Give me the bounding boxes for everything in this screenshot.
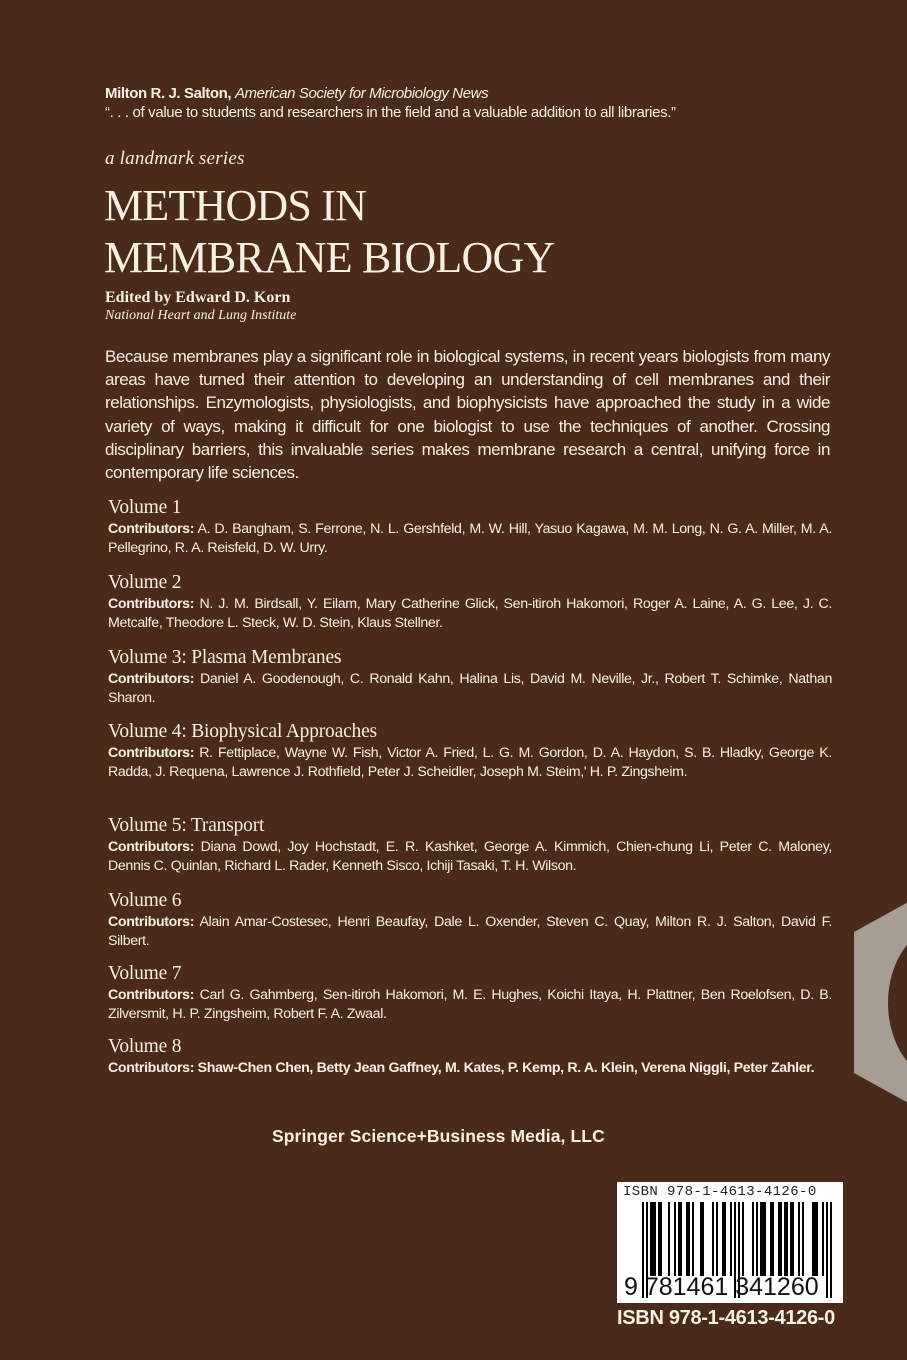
barcode-bar [786, 1202, 788, 1276]
contributors-list: Daniel A. Goodenough, C. Ronald Kahn, Halina Lis, David M. Neville, Jr., Robert T. Schimke, Nathan Sharon. [108, 671, 832, 706]
barcode-bar [686, 1202, 688, 1276]
volume-entry [108, 721, 832, 782]
barcode-bar [700, 1202, 702, 1276]
title-line-2: MEMBRANE BIOLOGY [104, 233, 555, 282]
barcode-bar [658, 1202, 660, 1276]
barcode-bar [716, 1202, 718, 1276]
barcode-bar [674, 1202, 676, 1276]
review-quote-block [105, 84, 865, 122]
barcode-bar [760, 1202, 762, 1276]
contributors-list: Alain Amar-Costesec, Henri Beaufay, Dale L. Oxender, Steven C. Quay, Milton R. J. Salton, David F. Silbert. [108, 914, 832, 949]
barcode-bar [764, 1202, 766, 1276]
volume-title: Volume 6 [108, 890, 182, 911]
barcode-bar [668, 1202, 670, 1276]
barcode-bar [780, 1202, 782, 1276]
barcode-bar [816, 1202, 818, 1276]
contributors-label: Contributors: [108, 521, 195, 537]
contributors-label: Contributors: [108, 745, 195, 761]
reviewer-line [105, 84, 865, 103]
barcode-digits: 9 781461 341260 [624, 1273, 819, 1301]
title-line-1: METHODS IN [104, 181, 367, 230]
volume-contributors [108, 670, 832, 708]
barcode-bar [770, 1202, 772, 1276]
contributors-label: Contributors: [108, 596, 195, 612]
barcode-bar [802, 1202, 804, 1276]
reviewer-name: Milton R. J. Salton, [105, 85, 232, 102]
editor-credit: Edited by Edward D. Korn [105, 289, 291, 306]
description-blurb: Because membranes play a significant role in biological systems, in recent years biologists from many areas have turned their attention to developing an understanding of cell membranes and their relationships. Enzymologists, physiologists, and biophysicists have approached the study in a wide variety of ways, making it difficult for one biologist to use the techniques of another. Crossing disciplinary barriers, this invaluable series makes membrane research a central, unifying force in contemporary life sciences. [105, 347, 830, 483]
barcode-bar [702, 1202, 704, 1276]
contributors-list: Diana Dowd, Joy Hochstadt, E. R. Kashket, George A. Kimmich, Chien-chung Li, Peter C. Maloney, Dennis C. Quinlan, Richard L. Rader, Kenneth Sisco, Ichiji Tasaki, T. H. Wilson. [108, 839, 832, 874]
barcode-bar [756, 1202, 758, 1276]
volume-contributors [108, 520, 832, 558]
barcode-bar [784, 1202, 786, 1276]
volume-title: Volume 3: Plasma Membranes [108, 647, 342, 668]
volume-contributors [108, 1059, 832, 1078]
barcode-isbn-text: ISBN 978-1-4613-4126-0 [623, 1184, 817, 1200]
contributors-label: Contributors: [108, 671, 195, 687]
isbn-number: ISBN 978-1-4613-4126-0 [617, 1307, 835, 1329]
volume-entry [108, 647, 832, 708]
contributors-list: Shaw-Chen Chen, Betty Jean Gaffney, M. Kates, P. Kemp, R. A. Klein, Verena Niggli, Peter Zahler. [197, 1060, 815, 1076]
volume-title: Volume 2 [108, 572, 182, 593]
volume-contributors [108, 595, 832, 633]
barcode-bar [688, 1202, 690, 1276]
barcode-bar [798, 1202, 800, 1276]
volume-entry [108, 815, 832, 876]
editor-institution: National Heart and Lung Institute [105, 308, 297, 323]
barcode-label [617, 1182, 843, 1303]
volume-title: Volume 1 [108, 497, 182, 518]
contributors-list: Carl G. Gahmberg, Sen-itiroh Hakomori, M. E. Hughes, Koichi Itaya, H. Plattner, Ben Roelofsen, D. B. Zilversmit, H. P. Zingsheim, Robert F. A. Zwaal. [108, 987, 832, 1022]
barcode-bar [778, 1202, 780, 1276]
barcode-bar [742, 1202, 744, 1276]
contributors-list: N. J. M. Birdsall, Y. Eilam, Mary Catherine Glick, Sen-itiroh Hakomori, Roger A. Laine, A. G. Lee, J. C. Metcalfe, Theodore L. Steck, W. D. Stein, Klaus Stellner. [108, 596, 833, 631]
barcode-bar [678, 1202, 680, 1276]
barcode-bar [772, 1202, 774, 1276]
barcode-bar [724, 1202, 726, 1276]
barcode-bar [790, 1202, 792, 1276]
barcode-bar [680, 1202, 682, 1276]
volume-entry [108, 572, 832, 633]
volume-entry [108, 497, 832, 558]
book-title [104, 180, 554, 284]
barcode-bar [654, 1202, 656, 1276]
barcode-bar [762, 1202, 764, 1276]
volume-entry [108, 963, 832, 1024]
volume-contributors [108, 986, 832, 1024]
barcode-bar [712, 1202, 714, 1276]
volume-title: Volume 4: Biophysical Approaches [108, 721, 377, 742]
volume-title: Volume 7 [108, 963, 182, 984]
publisher-name: Springer Science+Business Media, LLC [272, 1126, 605, 1146]
barcode-bar [792, 1202, 794, 1276]
series-tag: a landmark series [105, 148, 245, 169]
barcode-bar [730, 1202, 732, 1276]
contributors-list: A. D. Bangham, S. Ferrone, N. L. Gershfeld, M. W. Hill, Yasuo Kagawa, M. M. Long, N. G. A. Miller, M. A. Pellegrino, R. A. Reisfeld, D. W. Urry. [108, 521, 832, 556]
barcode-bar [660, 1202, 662, 1276]
volume-title: Volume 5: Transport [108, 815, 265, 836]
barcode-bar [814, 1202, 816, 1276]
review-quote: “. . . of value to students and researchers in the field and a valuable addition to all libraries.” [105, 104, 676, 121]
volume-contributors [108, 744, 832, 782]
volume-title: Volume 8 [108, 1036, 182, 1057]
barcode-bar [826, 1202, 828, 1298]
barcode-bar [812, 1202, 814, 1276]
barcode-bar [822, 1202, 824, 1276]
barcode-bar [692, 1202, 694, 1276]
contributors-label: Contributors: [108, 914, 195, 930]
contributors-list: R. Fettiplace, Wayne W. Fish, Victor A. Fried, L. G. M. Gordon, D. A. Haydon, S. B. Hladky, George K. Radda, J. Requena, Lawrence J. Rothfield, Peter J. Scheidler, Joseph M. Steim,' H. P. Zingsheim. [108, 745, 832, 780]
contributors-label: Contributors: [108, 839, 195, 855]
barcode-bar [722, 1202, 724, 1276]
barcode-bar [830, 1202, 832, 1298]
contributors-label: Contributors: [108, 987, 195, 1003]
volume-entry [108, 1036, 832, 1078]
barcode-bar [652, 1202, 654, 1276]
barcode-bar [752, 1202, 754, 1276]
volume-entry [108, 890, 832, 951]
review-source: American Society for Microbiology News [234, 85, 489, 102]
barcode-bar [650, 1202, 652, 1276]
volume-contributors [108, 913, 832, 951]
contributors-label: Contributors: [108, 1060, 195, 1076]
volume-contributors [108, 838, 832, 876]
